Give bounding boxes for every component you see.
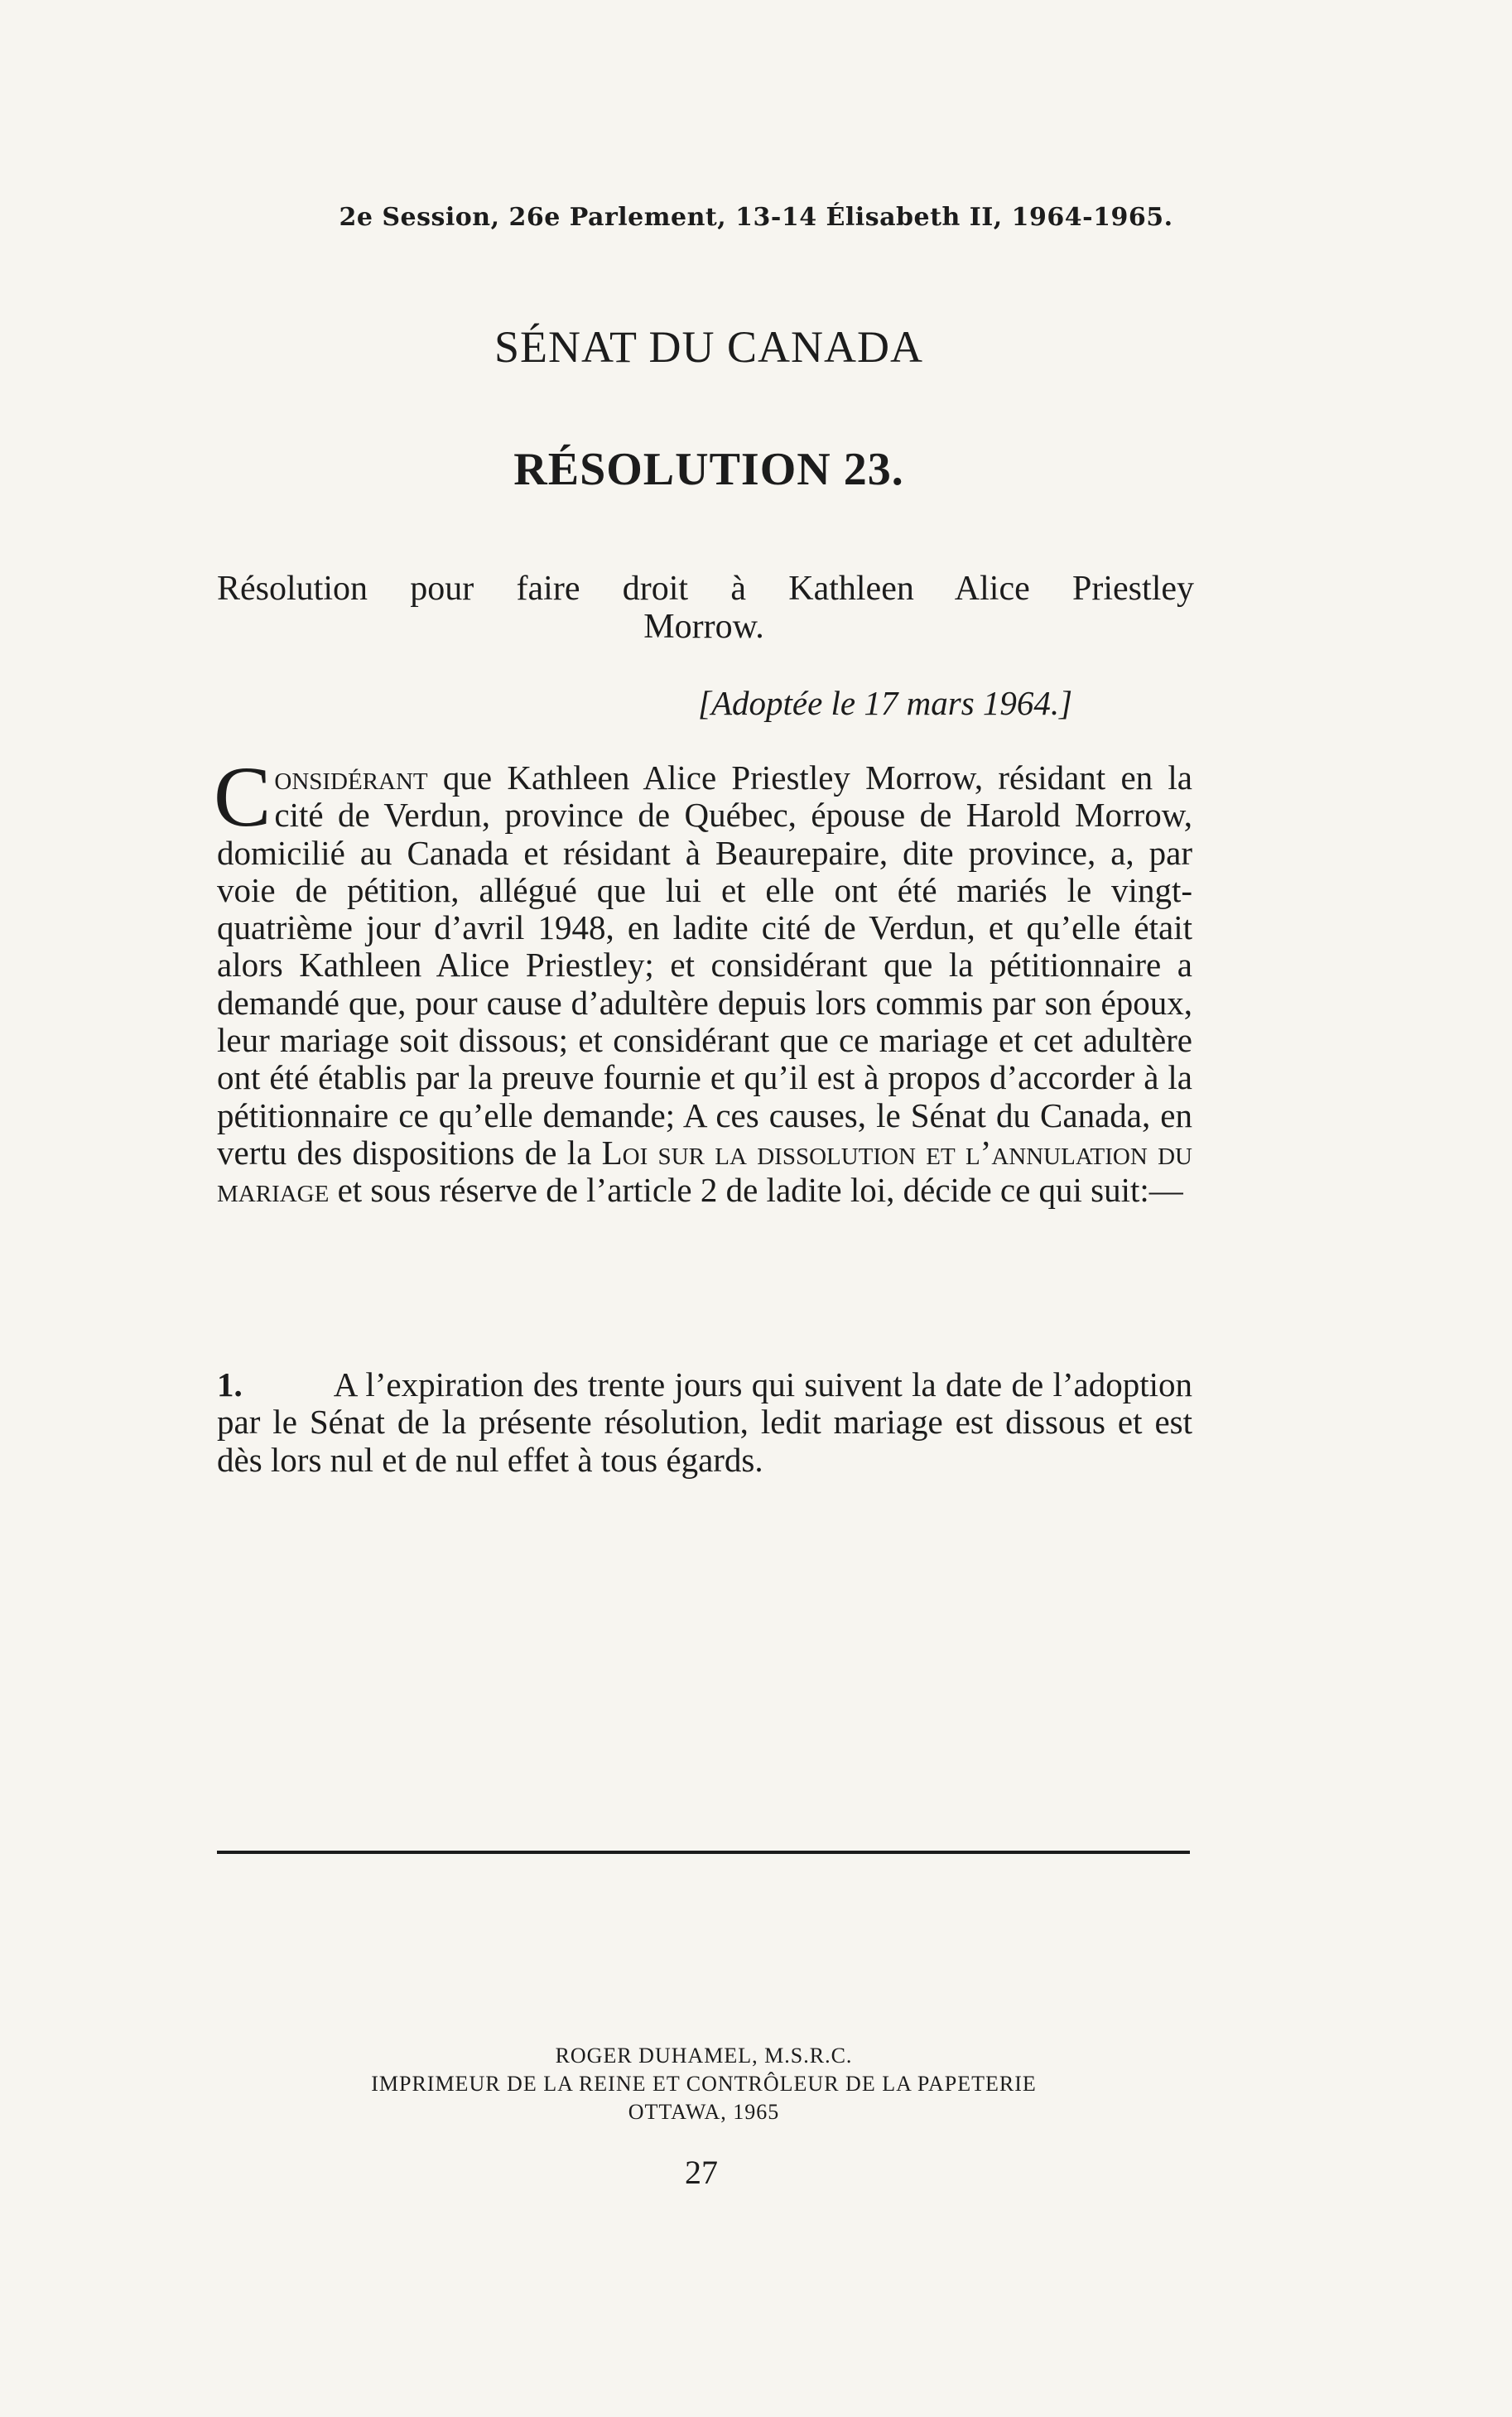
drop-cap: C xyxy=(214,749,272,845)
resolution-title: RÉSOLUTION 23. xyxy=(513,444,904,495)
footer-divider xyxy=(217,1851,1190,1854)
printer-city-year: OTTAWA, 1965 xyxy=(628,2100,780,2124)
preamble-first-word: onsidérant xyxy=(274,758,428,797)
preamble xyxy=(214,749,1192,1210)
printer-name: ROGER DUHAMEL, M.S.R.C. xyxy=(555,2044,853,2068)
act-name: Loi sur la dissolution et l’annulation du mariage xyxy=(217,1133,1192,1210)
adoption-date: [Adoptée le 17 mars 1964.] xyxy=(698,684,1073,722)
preamble-text-1: que Kathleen Alice Priestley Morrow, résidant en la cité de Verdun, province de Québec, épouse de Harold Morrow, domicilié au Canada et résidant à Beaurepaire, dite province, a, par voie de pétition, allégué que lui et elle ont été mariés le vingt-quatrième jour d’avril 1948, en ladite cité de Verdun, et qu’elle était alors Kathleen Alice Priestley; et considérant que la pétitionnaire a demandé que, pour cause d’adultère depuis lors commis par son époux, leur mariage soit dissous; et considérant que ce mariage et cet adultère ont été établis par la preuve fournie et qu’il est à propos d’accorder à la pétitionnaire ce qu’elle demande; A ces causes, le Sénat du Canada, en vertu des dispositions de la xyxy=(217,758,1192,1172)
preamble-text-2: et sous réserve de l’article 2 de ladite loi, décide ce qui suit:— xyxy=(329,1171,1183,1210)
article-text: A l’expiration des trente jours qui suivent la date de l’adoption par le Sénat de la présente résolution, ledit mariage est dissous et est dès lors nul et de nul effet à tous égards. xyxy=(217,1365,1192,1479)
page-number: 27 xyxy=(685,2154,718,2191)
session-header: 2e Session, 26e Parlement, 13-14 Élisabeth II, 1964-1965. xyxy=(339,203,1173,232)
article-1 xyxy=(217,1366,1192,1479)
resolution-subtitle-line2: Morrow. xyxy=(643,608,764,646)
printer-title: IMPRIMEUR DE LA REINE ET CONTRÔLEUR DE LA PAPETERIE xyxy=(371,2072,1037,2096)
senate-title: SÉNAT DU CANADA xyxy=(494,322,924,372)
article-number: 1. xyxy=(217,1365,243,1403)
resolution-subtitle-line1: Résolution pour faire droit à Kathleen Alice Priestley xyxy=(217,570,1194,608)
